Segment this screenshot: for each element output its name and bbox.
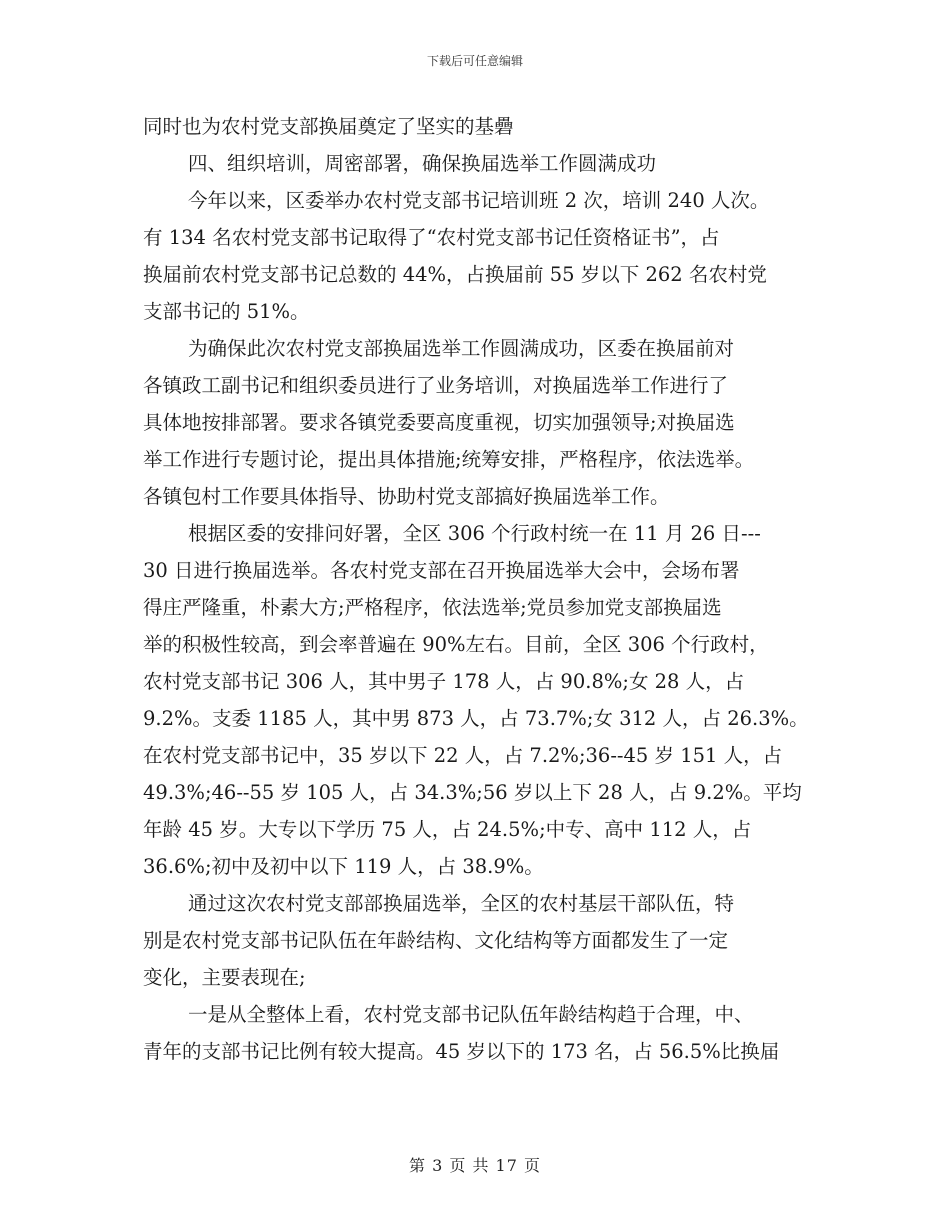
text-line: 30 日进行换届选举。各农村党支部在召开换届选举大会中，会场布署: [143, 559, 740, 582]
text-line: 今年以来，区委举办农村党支部书记培训班 2 次，培训 240 人次。: [188, 189, 770, 212]
text-line: 为确保此次农村党支部换届选举工作圆满成功，区委在换届前对: [188, 337, 735, 360]
document-body: [143, 108, 815, 1070]
text-line: 举工作进行专题讨论，提出具体措施;统筹安排，严格程序，依法选举。: [143, 448, 755, 471]
text-line: 别是农村党支部书记队伍在年龄结构、文化结构等方面都发生了一定: [143, 929, 729, 952]
text-line: 各镇政工副书记和组织委员进行了业务培训，对换届选举工作进行了: [143, 374, 729, 397]
text-line: 换届前农村党支部书记总数的 44%，占换届前 55 岁以下 262 名农村党: [143, 263, 767, 286]
text-line: 年龄 45 岁。大专以下学历 75 人，占 24.5%;中专、高中 112 人，占: [143, 818, 752, 841]
text-line: 一是从全整体上看，农村党支部书记队伍年龄结构趋于合理，中、: [188, 1003, 754, 1026]
text-line: 变化，主要表现在;: [143, 966, 306, 989]
text-line: 具体地按排部署。要求各镇党委要高度重视，切实加强领导;对换届选: [143, 411, 735, 434]
text-line: 举的积极性较高，到会率普遍在 90%左右。目前，全区 306 个行政村，: [143, 633, 769, 656]
text-line: 在农村党支部书记中，35 岁以下 22 人，占 7.2%;36--45 岁 151 人，占: [143, 744, 783, 767]
page-header-note: 下载后可任意编辑: [426, 54, 523, 68]
text-line: 四、组织培训，周密部署，确保换届选举工作圆满成功: [188, 152, 657, 175]
text-line: 青年的支部书记比例有较大提高。45 岁以下的 173 名，占 56.5%比换届: [143, 1040, 780, 1063]
text-line: 通过这次农村党支部部换届选举，全区的农村基层干部队伍，特: [188, 892, 735, 915]
text-line: 同时也为农村党支部换届奠定了坚实的基礨: [143, 115, 514, 138]
page-number-footer: 第 3 页 共 17 页: [409, 1156, 541, 1175]
text-line: 支部书记的 51%。: [143, 300, 310, 323]
text-line: 得庄严隆重，朴素大方;严格程序，依法选举;党员参加党支部换届选: [143, 596, 722, 619]
text-line: 农村党支部书记 306 人，其中男子 178 人，占 90.8%;女 28 人，占: [143, 670, 745, 693]
text-line: 根据区委的安排问好署，全区 306 个行政村统一在 11 月 26 日---: [188, 522, 761, 545]
text-line: 有 134 名农村党支部书记取得了“农村党支部书记任资格证书”，占: [143, 226, 720, 249]
text-line: 各镇包村工作要具体指导、协助村党支部搞好换届选举工作。: [143, 485, 670, 508]
text-line: 36.6%;初中及初中以下 119 人，占 38.9%。: [143, 855, 544, 878]
text-line: 9.2%。支委 1185 人，其中男 873 人，占 73.7%;女 312 人，占 26.3%。: [143, 707, 809, 730]
text-line: 49.3%;46--55 岁 105 人，占 34.3%;56 岁以上下 28 人，占 9.2%。平均: [143, 781, 802, 804]
